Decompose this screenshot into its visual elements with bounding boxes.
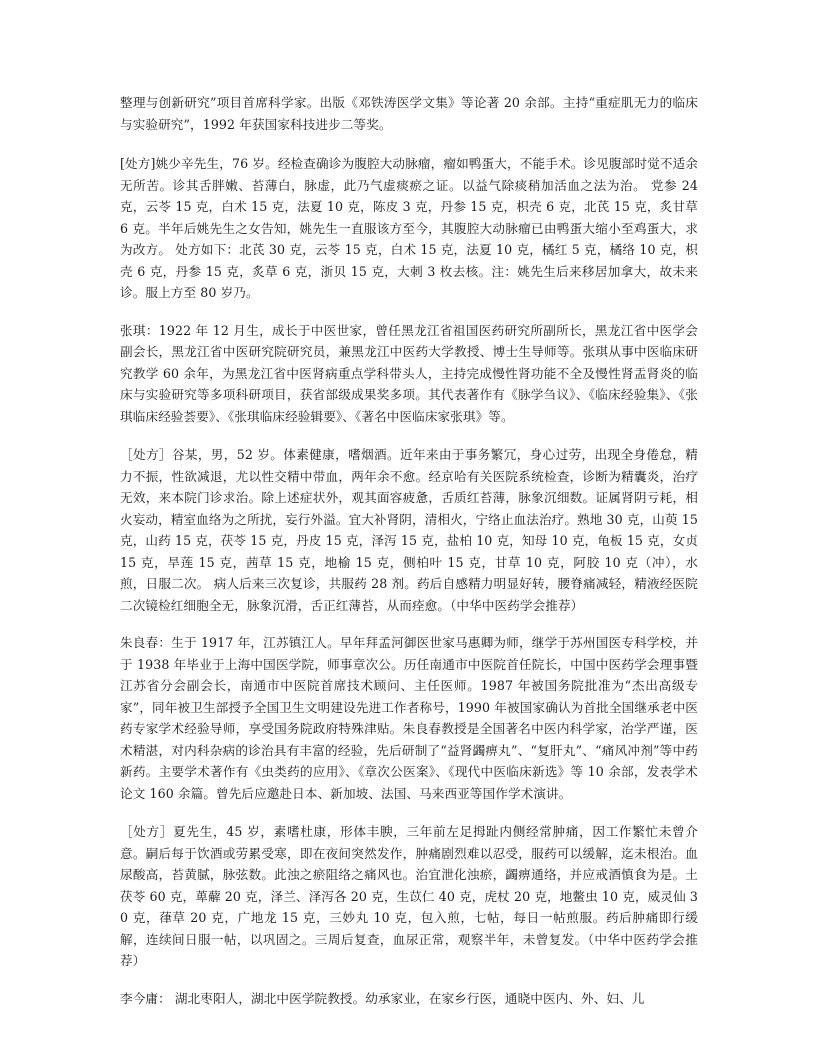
paragraph-li-jinyong-bio: 李今庸： 湖北枣阳人，湖北中医学院教授。幼承家业，在家乡行医，通晓中医内、外、妇、儿 — [120, 990, 645, 1006]
paragraph-prescription-gu: ［处方］谷某，男，52 岁。体素健康，嗜烟酒。近年来由于事务繁冗，身心过劳，出现全身倦怠，精力不振，性欲减退，尤以性交精中带血，两年余不愈。经京哈有关医院系统检查，诊断为精囊炎，治疗无效，来本院门诊求治。除上述症状外，观其面容疲惫，舌质红苔薄，脉象沉细数。证属肾阴亏耗，相火妄动，精室血络为之所扰，妄行外溢。宜大补肾阴，清相火，宁络止血法治疗。熟地 30 克，山萸 15 克，山药 15 克，茯苓 15 克，丹皮 15 克，泽泻 15 克，盐柏 10 克，知母 10 克，龟板 15 克，女贞 15 克，旱莲 15 克，茜草 15 克，地榆 15 克，侧柏叶 15 克，甘草 10 克，阿胶 10 克（冲），水煎，日服二次。 病人后来三次复诊，共服药 28 剂。药后自感精力明显好转，腰脊痛减轻，精液经医院二次镜检红细胞全无，脉象沉滑，舌正红薄苔，从而痊愈。（中华中医药学会推荐） — [120, 447, 698, 613]
paragraph-zhang-qi-bio: 张琪：1922 年 12 月生，成长于中医世家，曾任黑龙江省祖国医药研究所副所长，黑龙江省中医学会副会长，黑龙江省中医研究院研究员，兼黑龙江中医药大学教授、博士生导师等。张琪从事中医临床研究教学 60 余年，为黑龙江省中医肾病重点学科带头人，主持完成慢性肾功能不全及慢性肾盂肾炎的临床与实验研究等多项科研项目，获省部级成果奖多项。其代表著作有《脉学刍议》、《临床经验集》、《张琪临床经验荟要》、《张琪临床经验辑要》、《著名中医临床家张琪》等。 — [120, 322, 698, 424]
paragraph-prescription-yao: [处方]姚少辛先生，76 岁。经检查确诊为腹腔大动脉瘤，瘤如鸭蛋大，不能手术。诊见腹部时觉不适余无所苦。诊其舌胖嫩、苔薄白，脉虚，此乃气虚痰瘀之证。以益气除痰稍加活血之法为治。 党参 24 克，云苓 15 克，白术 15 克，法夏 10 克，陈皮 3 克，丹参 15 克，枳壳 6 克，北芪 15 克，炙甘草 6 克。半年后姚先生之女告知，姚先生一直服该方至今，其腹腔大动脉瘤已由鸭蛋大缩小至鸡蛋大，求为改方。 处方如下：北芪 30 克，云苓 15 克，白术 15 克，法夏 10 克，橘红 5 克，橘络 10 克，枳壳 6 克，丹参 15 克，炙草 6 克，浙贝 15 克，大刺 3 枚去核。注：姚先生后来移居加拿大，故未来诊。服上方至 80 岁乃。 — [120, 156, 698, 300]
paragraph-zhu-liangchun-bio: 朱良春：生于 1917 年，江苏镇江人。早年拜孟河御医世家马惠卿为师，继学于苏州国医专科学校，并于 1938 年毕业于上海中国医学院，师事章次公。历任南通市中医院首任院长，中国中医药学会理事暨江苏省分会副会长，南通市中医院首席技术顾问、主任医师。1987 年被国务院批准为“杰出高级专家”，同年被卫生部授予全国卫生文明建设先进工作者称号，1990 年被国家确认为首批全国继承老中医药专家学术经验导师，享受国务院政府特殊津贴。朱良春教授是全国著名中医内科学家，治学严谨，医术精湛，对内科杂病的诊治具有丰富的经验，先后研制了“益肾蠲痹丸”、“复肝丸”、“痛风冲剂”等中药新药。主要学术著作有《虫类药的应用》、《章次公医案》、《现代中医临床新选》等 10 余部，发表学术论文 160 余篇。曾先后应邀赴日本、新加坡、法国、马来西亚等国作学术演讲。 — [120, 635, 698, 801]
paragraph-deng-tietao-summary: 整理与创新研究”项目首席科学家。出版《邓铁涛医学文集》等论著 20 余部。主持“重症肌无力的临床与实验研究”，1992 年获国家科技进步二等奖。 — [120, 95, 698, 132]
document-page — [120, 92, 698, 1009]
paragraph-prescription-xia: ［处方］夏先生，45 岁，素嗜杜康，形体丰腴，三年前左足拇趾内侧经常肿痛，因工作繁忙未曾介意。嗣后每于饮酒或劳累受寒，即在夜间突然发作，肿痛剧烈难以忍受，服药可以缓解，迄未根治。血尿酸高，苔黄腻，脉弦数。此浊之瘀阻络之痛风也。治宜泄化浊瘀，蠲痹通络，并应戒酒慎食为是。土茯苓 60 克，萆薢 20 克，泽兰、泽泻各 20 克，生苡仁 40 克，虎杖 20 克，地鳖虫 10 克，威灵仙 30 克，葎草 20 克，广地龙 15 克，三妙丸 10 克，包入煎，七帖，每日一帖煎服。药后肿痛即行缓解，连续间日服一帖，以巩固之。三周后复查，血尿正常，观察半年，未曾复发。（中华中医药学会推荐） — [120, 824, 698, 968]
